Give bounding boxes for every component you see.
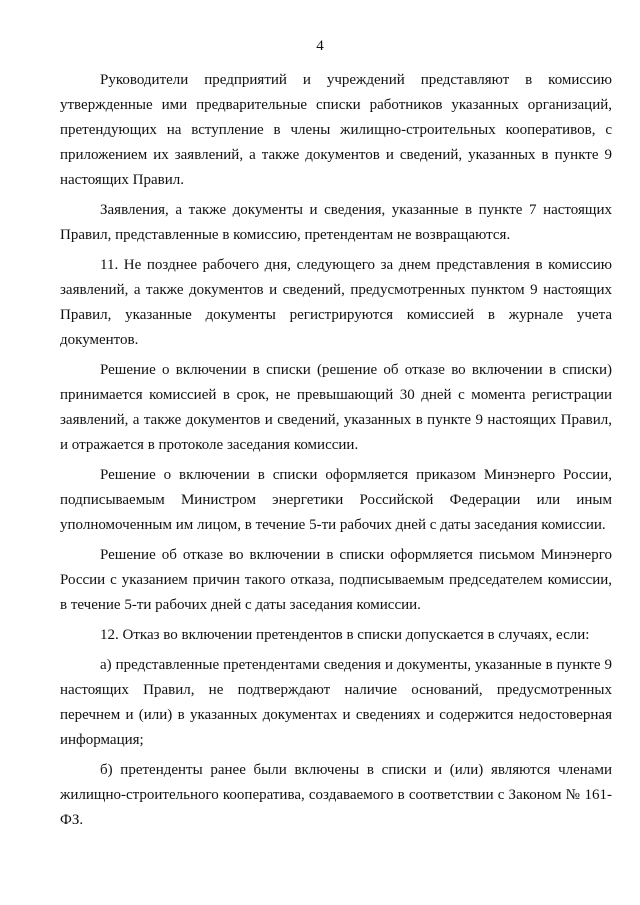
paragraph-12a: а) представленные претендентами сведения и документы, указанные в пункте 9 настоящих Правил, не подтверждают наличие оснований, предусмотренных перечнем и (или) в указанных документах и сведениях и содержится недостоверная информация; — [60, 657, 612, 748]
paragraph-12b: б) претенденты ранее были включены в списки и (или) являются членами жилищно-строительного кооператива, создаваемого в соответствии с Законом № 161-ФЗ. — [60, 762, 612, 828]
paragraph-decision-term: Решение о включении в списки (решение об отказе во включении в списки) принимается комиссией в срок, не превышающий 30 дней с момента регистрации заявлений, а также документов и сведений, указанных в пункте 9 настоящих Правил, и отражается в протоколе заседания комиссии. — [60, 362, 612, 453]
document-body — [60, 68, 612, 838]
paragraph-heads-submit-lists: Руководители предприятий и учреждений представляют в комиссию утвержденные ими предварительные списки работников указанных организаций, претендующих на вступление в члены жилищно-строительных кооперативов, с приложением их заявлений, а также документов и сведений, указанных в пункте 9 настоящих Правил. — [60, 72, 612, 188]
paragraph-inclusion-order: Решение о включении в списки оформляется приказом Минэнерго России, подписываемым Министром энергетики Российской Федерации или иным уполномоченным им лицом, в течение 5-ти рабочих дней с даты заседания комиссии. — [60, 467, 612, 533]
paragraph-refusal-letter: Решение об отказе во включении в списки оформляется письмом Минэнерго России с указанием причин такого отказа, подписываемым председателем комиссии, в течение 5-ти рабочих дней с даты заседания комиссии. — [60, 547, 612, 613]
paragraph-documents-not-returned: Заявления, а также документы и сведения, указанные в пункте 7 настоящих Правил, представленные в комиссию, претендентам не возвращаются. — [60, 202, 612, 243]
paragraph-11-registration: 11. Не позднее рабочего дня, следующего за днем представления в комиссию заявлений, а также документов и сведений, предусмотренных пунктом 9 настоящих Правил, указанные документы регистрируются комиссией в журнале учета документов. — [60, 257, 612, 348]
page-number: 4 — [316, 38, 324, 54]
paragraph-12-refusal-cases: 12. Отказ во включении претендентов в списки допускается в случаях, если: — [100, 627, 590, 643]
